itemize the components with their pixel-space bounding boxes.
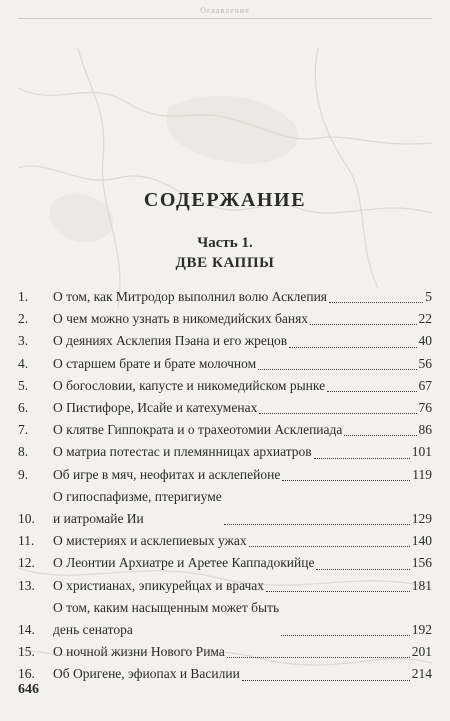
toc-entry-number: 4. — [18, 355, 29, 371]
toc-entry-title — [53, 597, 279, 641]
toc-entry — [18, 397, 432, 419]
toc-entry-title-line: О мистериях и асклепиевых ужах — [53, 533, 247, 549]
toc-entry-title — [53, 486, 222, 530]
toc-entry-number: 6. — [18, 400, 29, 416]
toc-entry-page: 156 — [411, 555, 432, 571]
toc-dot-leader — [316, 569, 409, 570]
toc-entry-number: 11. — [18, 533, 35, 549]
toc-entry-page: 86 — [418, 422, 432, 438]
toc-entry-page: 214 — [411, 666, 432, 682]
toc-entry-number: 5. — [18, 377, 29, 393]
toc-entry-title-line: и иатромайе Ии — [53, 511, 144, 527]
toc-entry-page: 181 — [411, 577, 432, 593]
toc-dot-leader — [227, 657, 410, 658]
part-title: ДВЕ КАППЫ — [175, 255, 275, 271]
toc-entry-title — [53, 641, 225, 663]
toc-entry-title — [53, 286, 327, 308]
toc-entry — [18, 663, 432, 685]
toc-entry-number: 15. — [18, 644, 35, 660]
toc-entry — [18, 575, 432, 597]
toc-dot-leader — [224, 524, 410, 525]
toc-entry-number: 9. — [18, 466, 29, 482]
toc-entry-body — [53, 419, 432, 441]
toc-entry-title — [53, 663, 240, 685]
toc-entry-number: 3. — [18, 333, 29, 349]
toc-entry-body — [53, 286, 432, 308]
toc-entry — [18, 597, 432, 641]
toc-entry-title-line: О гипоспафизме, птеригиуме — [53, 488, 222, 504]
toc-entry-title-line: Об Оригене, эфиопах и Василии — [53, 666, 240, 682]
toc-dot-leader — [344, 435, 416, 436]
toc-dot-leader — [327, 391, 416, 392]
toc-entry-title-line: О Пистифоре, Исайе и катехуменах — [53, 400, 258, 416]
toc-entry-page: 201 — [411, 644, 432, 660]
toc-entry-title-line: О том, каким насыщенным может быть — [53, 599, 280, 615]
page-number: 646 — [18, 682, 39, 697]
toc-entry-number: 10. — [18, 511, 35, 527]
toc-entry-page: 129 — [411, 511, 432, 527]
toc-dot-leader — [310, 324, 416, 325]
toc-entry-page: 140 — [411, 533, 432, 549]
toc-dot-leader — [289, 347, 416, 348]
toc-entry-title-line: О матриа потестас и племянницах архиатров — [53, 444, 312, 460]
toc-entry-body — [53, 530, 432, 552]
toc-entry-body — [53, 353, 432, 375]
toc-entry-title-line: Об игре в мяч, неофитах и асклепейоне — [53, 466, 281, 482]
toc-entry — [18, 308, 432, 330]
toc-entry-body — [53, 397, 432, 419]
table-of-contents — [18, 286, 432, 686]
toc-entry-title — [53, 464, 280, 486]
toc-entry-page: 101 — [411, 444, 432, 460]
toc-entry-title — [53, 530, 247, 552]
toc-entry-title-line: О чем можно узнать в никомедийских банях — [53, 311, 309, 327]
toc-entry-title — [53, 353, 256, 375]
toc-entry-body — [53, 308, 432, 330]
toc-entry-number: 1. — [18, 289, 29, 304]
toc-entry-body — [53, 375, 432, 397]
toc-entry — [18, 641, 432, 663]
toc-dot-leader — [242, 680, 410, 681]
toc-entry-body — [53, 552, 432, 574]
toc-entry — [18, 330, 432, 352]
toc-entry — [18, 419, 432, 441]
toc-entry — [18, 441, 432, 463]
toc-dot-leader — [281, 635, 410, 636]
toc-entry-title-line: О христианах, эпикурейцах и врачах — [53, 577, 265, 593]
toc-dot-leader — [259, 413, 416, 414]
toc-dot-leader — [282, 480, 410, 481]
toc-entry-title — [53, 330, 287, 352]
toc-entry — [18, 464, 432, 486]
contents-heading: СОДЕРЖАНИЕ — [143, 189, 307, 211]
toc-entry-body — [53, 464, 432, 486]
toc-entry-number: 12. — [18, 555, 35, 571]
toc-entry-page: 56 — [418, 355, 432, 371]
toc-entry-page: 76 — [418, 400, 432, 416]
toc-entry-page: 67 — [418, 377, 432, 393]
toc-entry-page: 40 — [418, 333, 432, 349]
toc-entry-title-line: О богословии, капусте и никомедийском рынке — [53, 377, 326, 393]
toc-entry-title — [53, 397, 257, 419]
toc-entry — [18, 353, 432, 375]
toc-entry-body — [53, 441, 432, 463]
toc-entry-page: 119 — [412, 466, 432, 482]
running-header: Оглавление — [200, 6, 250, 15]
toc-entry-title-line: О Леонтии Архиатре и Аретее Каппадокийце — [53, 555, 315, 571]
toc-entry-title-line: О том, как Митродор выполнил волю Асклепия — [53, 289, 328, 304]
part-label: Часть 1. — [197, 235, 253, 251]
toc-dot-leader — [249, 546, 410, 547]
toc-entry-title — [53, 308, 308, 330]
toc-entry-number: 14. — [18, 622, 35, 638]
toc-entry-title — [53, 375, 325, 397]
toc-entry — [18, 286, 432, 308]
toc-entry-body — [53, 641, 432, 663]
toc-entry-body — [53, 597, 432, 641]
toc-dot-leader — [314, 458, 410, 459]
toc-entry-title — [53, 575, 264, 597]
toc-entry-title-line: О старшем брате и брате молочном — [53, 355, 257, 371]
toc-entry-body — [53, 486, 432, 530]
toc-entry-body — [53, 330, 432, 352]
toc-entry-body — [53, 663, 432, 685]
header-rule — [18, 18, 432, 19]
toc-entry-number: 2. — [18, 311, 29, 327]
toc-entry-title-line: О деяниях Асклепия Пэана и его жрецов — [53, 333, 288, 349]
toc-entry-number: 13. — [18, 577, 35, 593]
toc-entry — [18, 375, 432, 397]
toc-entry-page: 192 — [411, 622, 432, 638]
toc-entry-title — [53, 552, 314, 574]
toc-entry-title-line: О клятве Гиппократа и о трахеотомии Асклепиада — [53, 422, 343, 438]
toc-entry-number: 8. — [18, 444, 29, 460]
toc-dot-leader — [266, 591, 410, 592]
toc-entry-title — [53, 419, 342, 441]
toc-entry-number: 16. — [18, 666, 35, 682]
toc-entry-body — [53, 575, 432, 597]
toc-entry-page: 5 — [425, 289, 432, 304]
toc-dot-leader — [258, 369, 416, 370]
toc-entry-title-line: день сенатора — [53, 622, 133, 638]
toc-entry-title — [53, 441, 312, 463]
toc-entry-number: 7. — [18, 422, 29, 438]
toc-entry — [18, 486, 432, 530]
toc-entry-page: 22 — [418, 311, 432, 327]
toc-entry — [18, 552, 432, 574]
toc-dot-leader — [329, 302, 423, 303]
toc-entry-title-line: О ночной жизни Нового Рима — [53, 644, 225, 660]
toc-entry — [18, 530, 432, 552]
